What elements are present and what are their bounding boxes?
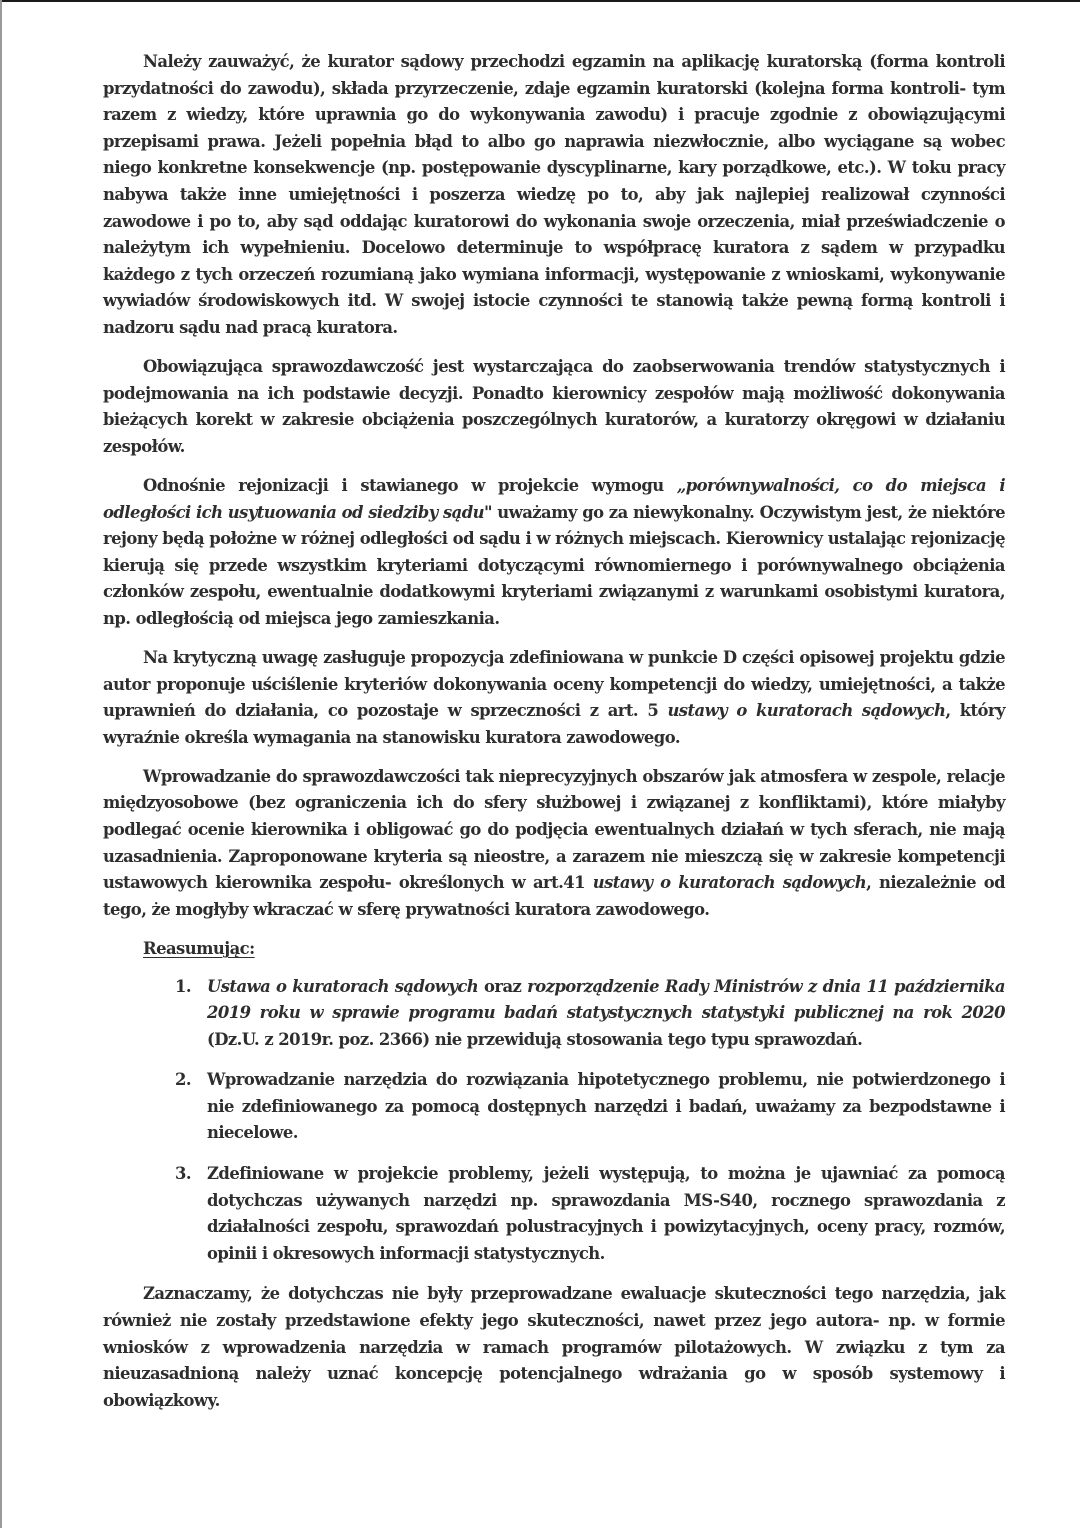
list-number: 2. [175, 1070, 192, 1090]
paragraph-imprecise-areas [103, 764, 1005, 924]
paragraph-text: Odnośnie rejonizacji i stawianego w projekcie wymogu [143, 475, 677, 495]
document-page [103, 49, 1005, 1427]
paragraph-regionalization [103, 473, 1005, 633]
summary-list [103, 974, 1005, 1268]
paragraph-text: uważamy go za niewykonalny. Oczywistym jest, że niektóre rejony będą położne w różnej odległości od sądu i w różnych miejscach. Kierownicy ustalając rejonizację kierują się przede wszystkim kryteriami dotyczącymi równomiernego i porównywalnego obciążenia członków zespołu, ewentualnie dodatkowymi kryteriami związanymi z warunkami osobistymi kuratora, np. odległością od miejsca jego zamieszkania. [103, 502, 1005, 628]
quoted-requirement: „porównywalności, co do miejsca i odległości ich usytuowania od siedziby sądu" [103, 475, 1005, 522]
top-border [0, 0, 1080, 2]
list-text: oraz [478, 976, 528, 996]
paragraph-competence-criteria [103, 645, 1005, 751]
paragraph-text: Na krytyczną uwagę zasługuje propozycja zdefiniowana w punkcie D części opisowej projektu gdzie autor proponuje uściślenie kryteriów dokonywania oceny kompetencji do wiedzy, umiejętności, a także uprawnień do działania, co pozostaje w sprzeczności z art. 5 [103, 647, 1005, 721]
paragraph-curator-qualifications [103, 49, 1005, 342]
paragraph-text: , niezależnie od tego, że mogłyby wkraczać w sferę prywatności kuratora zawodowego. [103, 873, 1006, 919]
list-number: 3. [175, 1164, 192, 1184]
list-text: (Dz.U. z 2019r. poz. 2366) nie przewidują stosowania tego typu sprawozdań. [207, 1029, 863, 1049]
list-number: 1. [175, 976, 192, 996]
paragraph-closing [103, 1281, 1005, 1414]
regulation-reference: rozporządzenie Rady Ministrów z dnia 11 października 2019 roku w sprawie programu badań statystycznych statystyki publicznej na rok 2020 [207, 976, 1005, 1023]
list-text: Zdefiniowane w projekcie problemy, jeżeli występują, to można je ujawniać za pomocą dotychczas używanych narzędzi np. sprawozdania MS-S40, rocznego sprawozdania z działalności zespołu, sprawozdań polustracyjnych i powizytacyjnych, oceny pracy, rozmów, opinii i okresowych informacji statystycznych. [207, 1164, 1005, 1263]
paragraph-text: Należy zauważyć, że kurator sądowy przechodzi egzamin na aplikację kuratorską (forma kontroli przydatności do zawodu), składa przyrzeczenie, zdaje egzamin kuratorski (kolejna forma kontroli- tym razem z wiedzy, które uprawnia go do wykonywania zawodu) i pracuje zgodnie z obowiązującymi przepisami prawa. Jeżeli popełnia błąd to albo go naprawia niezwłocznie, albo wyciągane są wobec niego konkretne konsekwencje (np. postępowanie dyscyplinarne, kary porządkowe, etc.). W toku pracy nabywa także inne umiejętności i poszerza wiedzę po to, aby jak najlepiej realizował czynności zawodowe i po to, aby sąd oddając kuratorowi do wykonania swoje orzeczenia, miał przeświadczenie o należytym ich wypełnieniu. Docelowo determinuje to współpracę kuratora z sądem w przypadku każdego z tych orzeczeń rozumianą jako wymiana informacji, występowanie z wnioskami, wykonywanie wywiadów środowiskowych itd. W swojej istocie czynności te stanowią także pewną formą kontroli i nadzoru sądu nad pracą kuratora. [103, 52, 1005, 337]
paragraph-text: , który wyraźnie określa wymagania na stanowisku kuratora zawodowego. [103, 701, 1005, 747]
summary-heading: Reasumując: [143, 938, 255, 958]
summary-item-1 [103, 974, 1005, 1054]
paragraph-text: Zaznaczamy, że dotychczas nie były przeprowadzane ewaluacje skuteczności tego narzędzia, jak również nie zostały przedstawione efekty jego skuteczności, nawet przez jego autora- np. w formie wniosków z wprowadzenia narzędzia w ramach programów pilotażowych. W związku z tym za nieuzasadnioną należy uznać koncepcję potencjalnego wdrażania go w sposób systemowy i obowiązkowy. [103, 1284, 1005, 1410]
paragraph-text: Obowiązująca sprawozdawczość jest wystarczająca do zaobserwowania trendów statystycznych i podejmowania na ich podstawie decyzji. Ponadto kierownicy zespołów mają możliwość dokonywania bieżących korekt w zakresie obciążenia poszczególnych kuratorów, a kuratorzy okręgowi w działaniu zespołów. [103, 357, 1005, 456]
statute-reference: ustawy o kuratorach sądowych [667, 701, 946, 721]
paragraph-reporting-sufficiency [103, 354, 1005, 460]
summary-item-2 [103, 1067, 1005, 1147]
paragraph-text: Wprowadzanie do sprawozdawczości tak nieprecyzyjnych obszarów jak atmosfera w zespole, relacje międzyosobowe (bez ograniczenia ich do sfery służbowej i związanej z konfliktami), które miałyby podlegać ocenie kierownika i obligować go do podjęcia ewentualnych działań w tych sferach, nie mają uzasadnienia. Zaproponowane kryteria są nieostre, a zarazem nie mieszczą się w zakresie kompetencji ustawowych kierownika zespołu- określonych w art.41 [103, 766, 1005, 893]
statute-reference: ustawy o kuratorach sądowych [592, 873, 867, 893]
left-border [0, 0, 2, 1528]
statute-reference: Ustawa o kuratorach sądowych [207, 976, 479, 996]
summary-item-3 [103, 1161, 1005, 1267]
list-text: Wprowadzanie narzędzia do rozwiązania hipotetycznego problemu, nie potwierdzonego i nie zdefiniowanego za pomocą dostępnych narzędzi i badań, uważamy za bezpodstawne i niecelowe. [207, 1070, 1005, 1143]
